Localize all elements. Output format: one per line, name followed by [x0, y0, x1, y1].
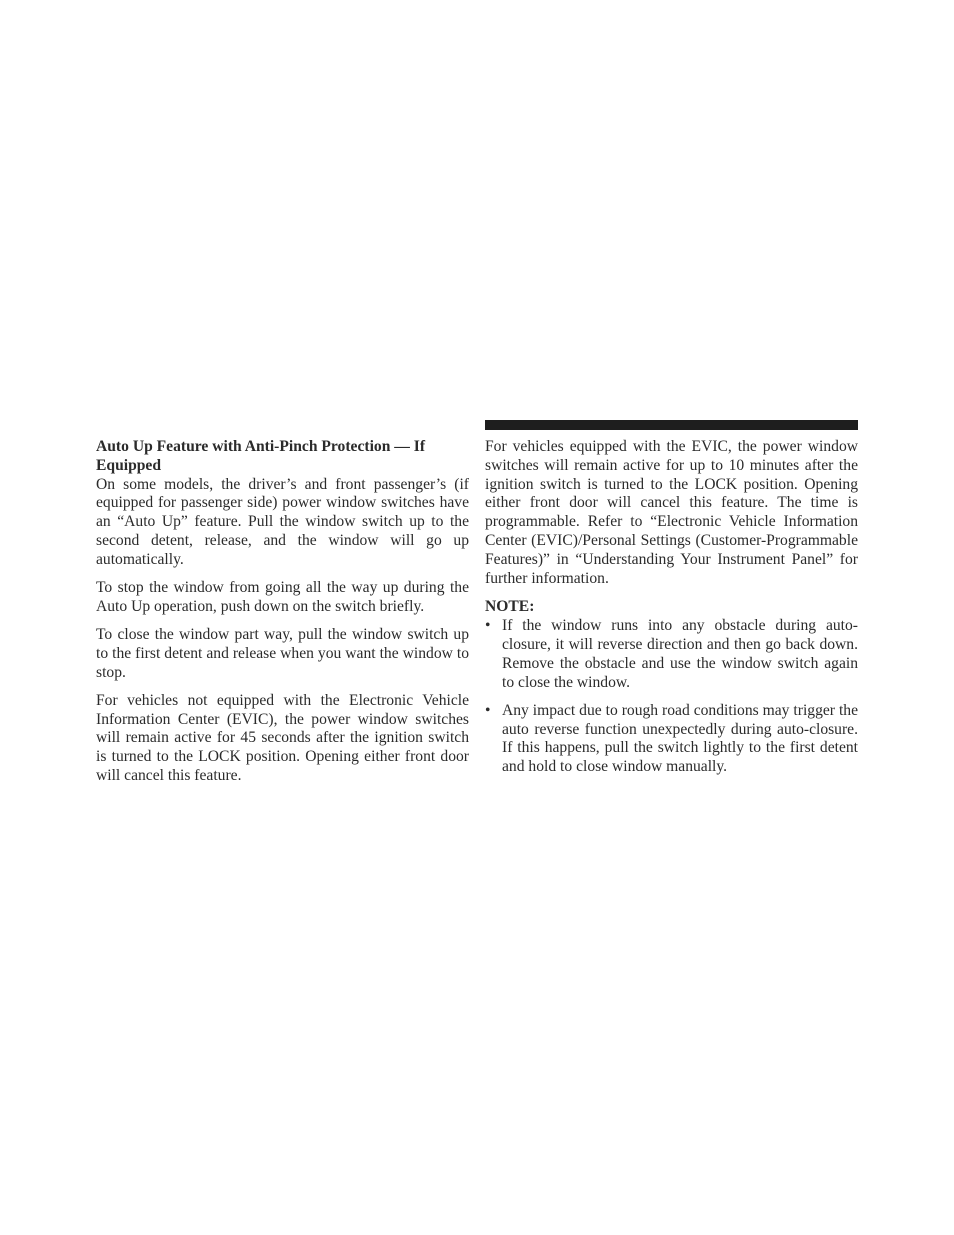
paragraph-close-part-way: To close the window part way, pull the window switch up to the first detent and release when you want the window to stop.: [96, 625, 469, 681]
bullet-icon: •: [485, 701, 491, 719]
note-label: NOTE:: [485, 598, 535, 616]
left-column: [96, 438, 469, 795]
paragraph-evic: For vehicles equipped with the EVIC, the power window switches will remain active for up to 10 minutes after the ignition switch is turned to the LOCK position. Opening either front door will cancel this feature. The time is programmable. Refer to “Electronic Vehicle Information Center (EVIC)/Personal Settings (Customer-Programmable Features)” in “Understanding Your Instrument Panel” for further information.: [485, 438, 858, 587]
section-heading: Auto Up Feature with Anti-Pinch Protection — If Equipped: [96, 438, 426, 474]
section-divider-bar: [485, 420, 858, 430]
note-list: [485, 617, 858, 777]
paragraph-stop-window: To stop the window from going all the way up during the Auto Up operation, push down on the switch briefly.: [96, 578, 469, 615]
note-text: Any impact due to rough road conditions may trigger the auto reverse function unexpectedly during auto-closure. If this happens, pull the switch lightly to the first detent and hold to close window manually.: [502, 701, 858, 776]
note-item: [485, 617, 858, 692]
bullet-icon: •: [485, 617, 491, 635]
paragraph-auto-up: On some models, the driver’s and front passenger’s (if equipped for passenger side) power window switches have an “Auto Up” feature. Pull the window switch up to the second detent, release, and the window will go up automatically.: [96, 475, 469, 568]
right-column: [485, 438, 858, 786]
note-text: If the window runs into any obstacle during auto-closure, it will reverse direction and then go back down. Remove the obstacle and use the window switch again to close the window.: [502, 617, 858, 691]
paragraph-no-evic: For vehicles not equipped with the Electronic Vehicle Information Center (EVIC), the power window switches will remain active for 45 seconds after the ignition switch is turned to the LOCK position. Opening either front door will cancel this feature.: [96, 691, 469, 784]
note-item: [485, 702, 858, 777]
